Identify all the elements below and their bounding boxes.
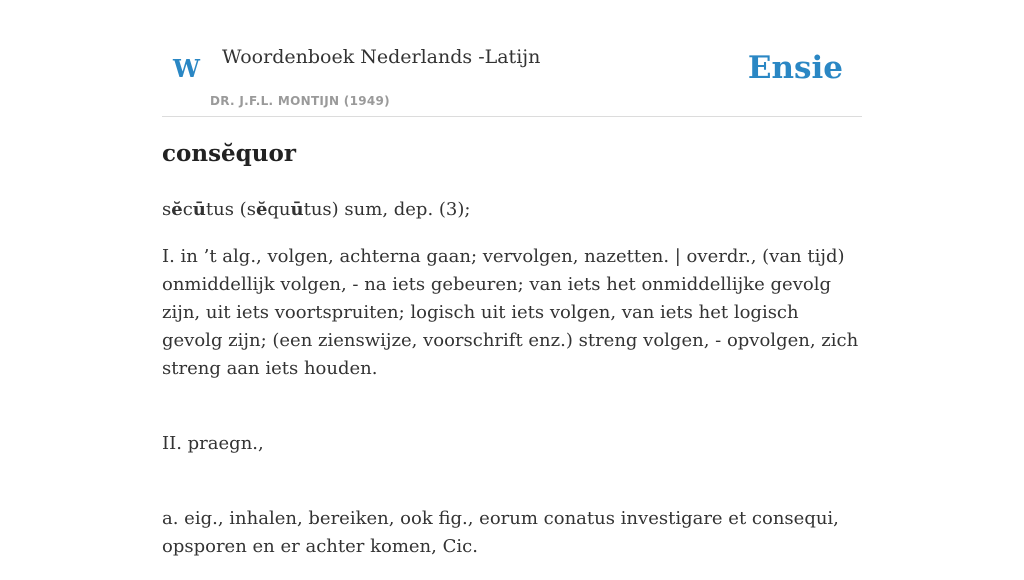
dictionary-title[interactable]: Woordenboek Nederlands -Latijn: [222, 46, 541, 68]
site-header: [162, 0, 862, 117]
spacer: [162, 402, 862, 430]
page: [162, 0, 862, 557]
grammar-line: [162, 196, 862, 224]
dictionary-logo-icon[interactable]: W: [173, 54, 200, 83]
headword-accent: ĕ: [221, 140, 236, 167]
grammar-text: tus (s: [205, 199, 256, 220]
headword: [162, 138, 862, 170]
grammar-text: qu: [267, 199, 291, 220]
headword-part: quor: [235, 140, 296, 167]
grammar-accent: ĕ: [171, 199, 183, 220]
dictionary-author: DR. J.F.L. MONTIJN (1949): [210, 94, 390, 108]
grammar-text: s: [162, 199, 172, 220]
headword-part: cons: [162, 140, 222, 167]
meaning-2a: a. eig., inhalen, bereiken, ook fig., eorum conatus investigare et consequi, opsporen en er achter komen, Cic.: [162, 508, 839, 557]
grammar-accent: ū: [192, 199, 206, 220]
spacer: [162, 477, 862, 505]
grammar-text: c: [182, 199, 193, 220]
grammar-text: tus) sum, dep. (3);: [303, 199, 471, 220]
grammar-accent: ū: [290, 199, 304, 220]
ensie-brand-logo[interactable]: Ensie: [747, 50, 843, 86]
meaning-2: II. praegn.,: [162, 433, 264, 454]
meaning-1: I. in ’t alg., volgen, achterna gaan; vervolgen, nazetten. | overdr., (van tijd) onmiddellijk volgen, - na iets gebeuren; van iets het onmiddellijke gevolg zijn, uit iets voortspruiten; logisch uit iets volgen, van iets het logisch gevolg zijn; (een zienswijze, voorschrift enz.) streng volgen, - opvolgen, zich streng aan iets houden.: [162, 246, 859, 379]
grammar-accent: ĕ: [255, 199, 268, 220]
dictionary-entry: [162, 138, 862, 580]
